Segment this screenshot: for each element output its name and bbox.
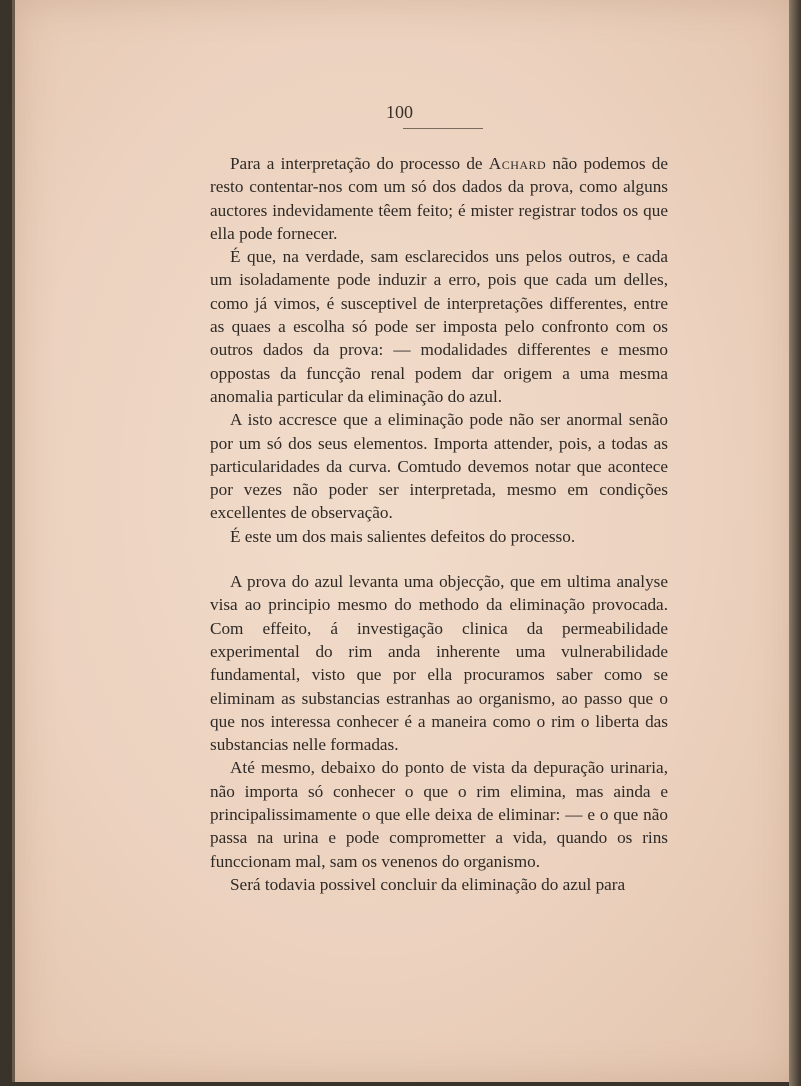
- paragraph-7: Será todavia possivel concluir da eliminação do azul para: [230, 874, 626, 894]
- paper-sheet: [12, 0, 794, 1082]
- paragraph-3: A isto accresce que a eliminação pode não ser anormal senão por um só dos seus elementos. Importa attender, pois, a todas as particularidades da curva. Comtudo devemos notar que acontece por vezes não poder ser interpretada, mesmo em condições excellentes de observação.: [210, 410, 668, 523]
- body-text: [210, 152, 668, 896]
- author-name: Achard: [488, 154, 547, 173]
- paragraph-2: É que, na verdade, sam esclarecidos uns pelos outros, e cada um isoladamente pode induzir a erro, pois que cada um delles, como já vimos, é susceptivel de interpretações differentes, entre as quaes a escolha só pode ser imposta pelo confronto com os outros dados da prova: — modalidades differentes e mesmo oppostas da funcção renal podem dar origem a uma mesma anomalia particular da eliminação do azul.: [210, 247, 668, 406]
- paragraph-4: É este um dos mais salientes defeitos do processo.: [230, 526, 576, 546]
- paragraph-6: Até mesmo, debaixo do ponto de vista da depuração urinaria, não importa só conhecer o que o rim elimina, mas ainda e principalissimamente o que elle deixa de eliminar: — e o que não passa na urina e pode comprometter a vida, quando os rins funccionam mal, sam os venenos do organismo.: [210, 758, 668, 871]
- section-gap: [210, 548, 668, 570]
- page-number: 100: [386, 102, 413, 122]
- paragraph-1-text-end: não podemos de resto contentar-nos com um só dos dados da prova, como alguns auctores indevidamente têem feito; é mister registrar todos os que ella pode fornecer.: [210, 154, 668, 243]
- paragraph-1: [210, 152, 668, 245]
- paragraph-5: A prova do azul levanta uma objecção, que em ultima analyse visa ao principio mesmo do methodo da eliminação provocada. Com effeito, á investigação clinica da permeabilidade experimental do rim anda inherente uma vulnerabilidade fundamental, visto que por ella procuramos saber como se eliminam as substancias estranhas ao organismo, ao passo que o que nos interessa conhecer é a maneira como o rim o liberta das substancias nelle formadas.: [210, 572, 668, 755]
- binding-edge: [789, 0, 801, 1086]
- page-number-rule: [403, 128, 483, 129]
- paragraph-1-text-start: Para a interpretação do processo de: [230, 154, 489, 173]
